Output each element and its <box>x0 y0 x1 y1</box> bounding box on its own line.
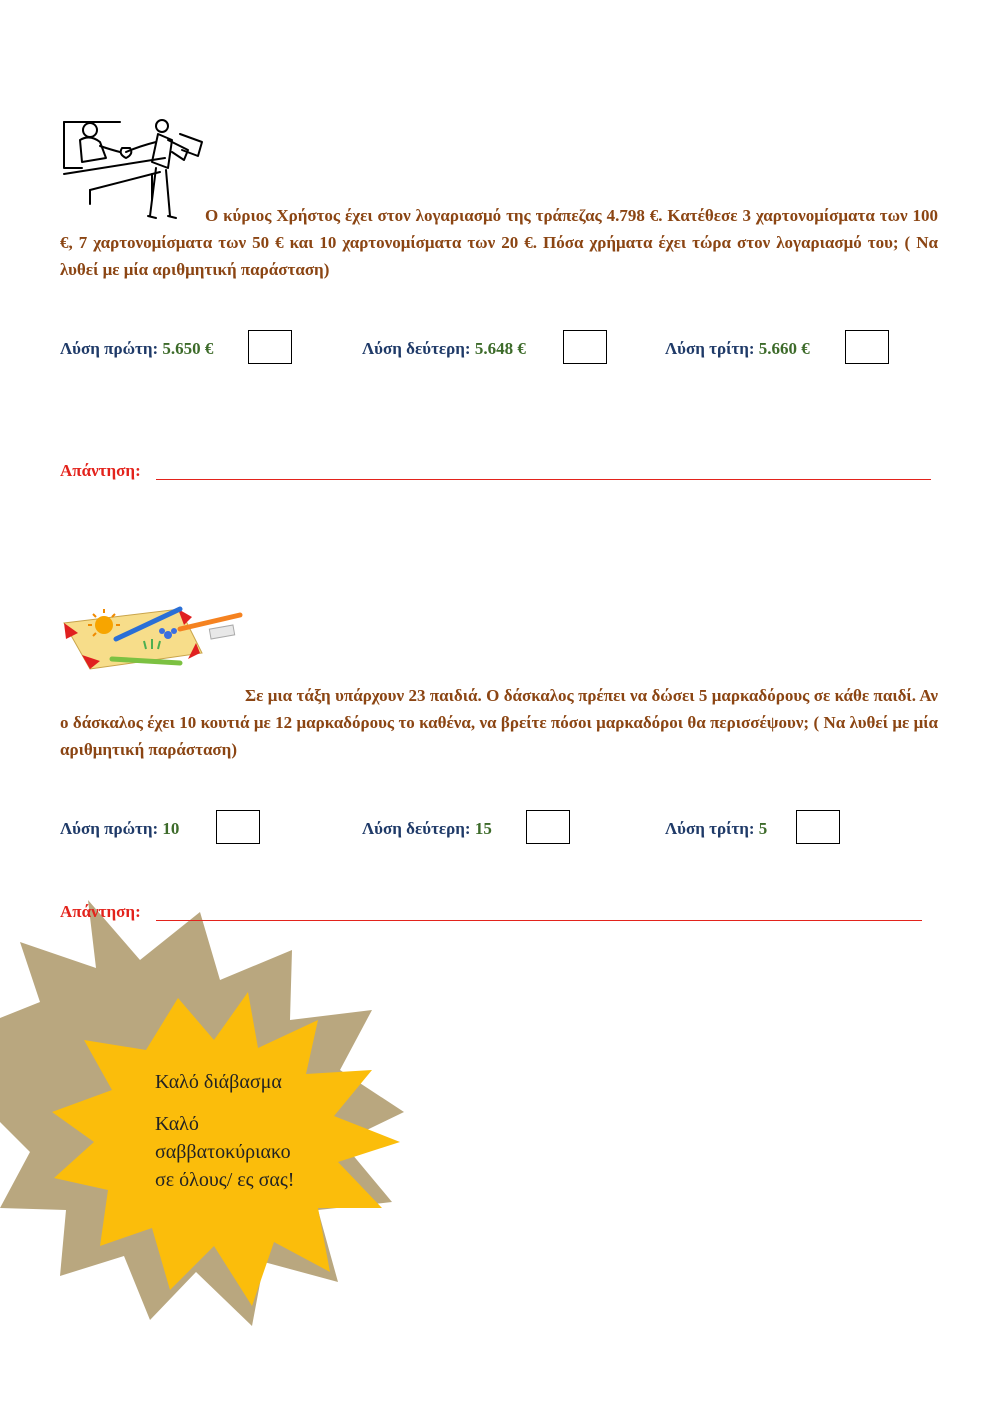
option-label: Λύση πρώτη: <box>60 819 159 838</box>
closing-line-4: σε όλους/ ες σας! <box>155 1169 295 1191</box>
option-value: 15 <box>474 819 492 838</box>
option-value: 5 <box>758 819 768 838</box>
problem-2-answer-label: Απάντηση: <box>60 902 141 921</box>
problem-2-option-3-checkbox[interactable] <box>796 810 840 844</box>
problem-1-option-1-checkbox[interactable] <box>248 330 292 364</box>
starburst-decoration <box>0 890 460 1330</box>
drawing-crayons-illustration <box>60 603 245 673</box>
problem-1-option-2 <box>362 337 526 361</box>
option-value: 5.650 € <box>162 339 214 358</box>
option-value: 5.648 € <box>474 339 526 358</box>
problem-2-answer-line[interactable] <box>156 920 922 921</box>
option-label: Λύση τρίτη: <box>665 339 755 358</box>
problem-2-text: Σε μια τάξη υπάρχουν 23 παιδιά. Ο δάσκαλος πρέπει να δώσει 5 μαρκαδόρους σε κάθε παιδί. Αν ο δάσκαλος έχει 10 κουτιά με 12 μαρκαδόρους το καθένα, να βρείτε πόσοι μαρκαδόροι θα περισσέψουν; ( Να λυθεί με μία αριθμητική παράσταση) <box>60 686 938 759</box>
option-label: Λύση δεύτερη: <box>362 819 471 838</box>
closing-line-3: σαββατοκύριακο <box>155 1141 291 1163</box>
problem-1-text: Ο κύριος Χρήστος έχει στον λογαριασμό της τράπεζας 4.798 €. Κατέθεσε 3 χαρτονομίσματα των 100 €, 7 χαρτονομίσματα των 50 € και 10 χαρτονομίσματα των 20 €. Πόσα χρήματα έχει τώρα στον λογαριασμό του; ( Να λυθεί με μία αριθμητική παράσταση) <box>60 206 938 279</box>
closing-line-1: Καλό διάβασμα <box>155 1071 282 1093</box>
option-value: 10 <box>162 819 180 838</box>
problem-2-option-3 <box>665 817 767 841</box>
problem-1-option-3 <box>665 337 810 361</box>
problem-2-option-2 <box>362 817 492 841</box>
option-label: Λύση πρώτη: <box>60 339 159 358</box>
problem-1-option-2-checkbox[interactable] <box>563 330 607 364</box>
problem-2-option-1-checkbox[interactable] <box>216 810 260 844</box>
problem-2-option-1 <box>60 817 179 841</box>
problem-1-option-1 <box>60 337 213 361</box>
problem-1-option-3-checkbox[interactable] <box>845 330 889 364</box>
option-label: Λύση δεύτερη: <box>362 339 471 358</box>
option-value: 5.660 € <box>758 339 810 358</box>
problem-2-option-2-checkbox[interactable] <box>526 810 570 844</box>
problem-1-answer-label: Απάντηση: <box>60 461 141 480</box>
problem-1-answer-line[interactable] <box>156 479 931 480</box>
option-label: Λύση τρίτη: <box>665 819 755 838</box>
closing-line-2: Καλό <box>155 1113 199 1135</box>
